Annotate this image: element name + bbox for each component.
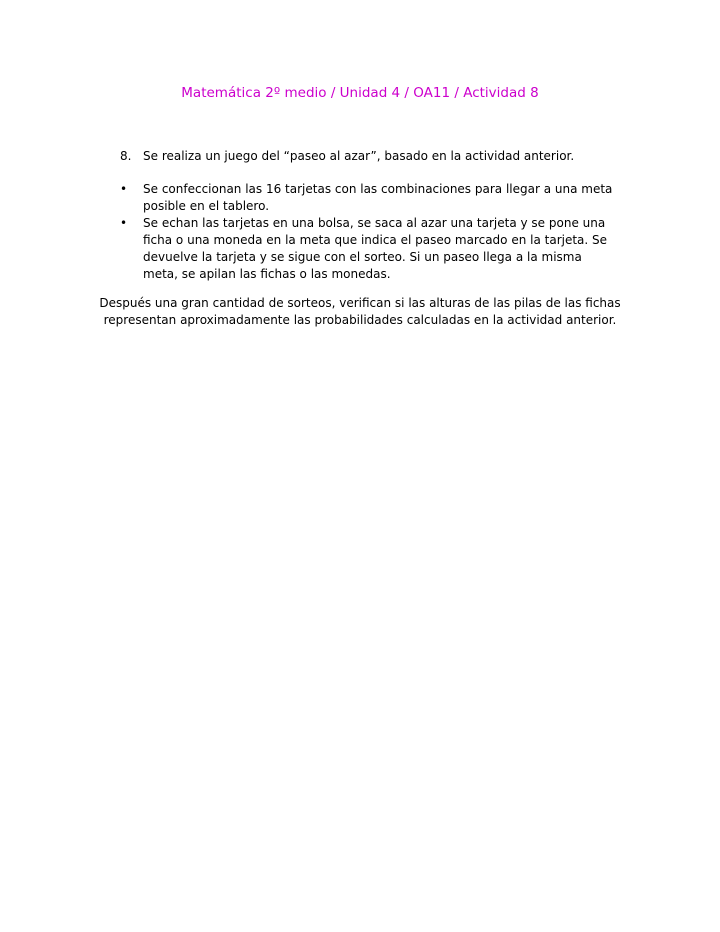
bullet-text-2: Se echan las tarjetas en una bolsa, se saca al azar una tarjeta y se pone una ficha o una moneda en la meta que indica el paseo marcado en la tarjeta. Se devuelve la tarjeta y se sigue con el sorteo. Si un paseo llega a la misma meta, se apilan las fichas o las monedas. [143,216,608,281]
numbered-item-8 [120,148,720,165]
list-item [120,215,720,283]
page-title: Matemática 2º medio / Unidad 4 / OA11 / Actividad 8 [181,85,539,101]
bullet-icon: • [120,182,128,196]
item-number: 8. [120,149,132,163]
bullet-list [120,181,720,283]
bullet-text-1: Se confeccionan las 16 tarjetas con las combinaciones para llegar a una meta posible en el tablero. [143,182,613,213]
list-item [120,181,720,215]
item-text: Se realiza un juego del “paseo al azar”, basado en la actividad anterior. [143,149,575,163]
closing-paragraph: Después una gran cantidad de sorteos, verifican si las alturas de las pilas de las fichas representan aproximadamente las probabilidades calculadas en la actividad anterior. [99,296,621,327]
bullet-icon: • [120,216,128,230]
